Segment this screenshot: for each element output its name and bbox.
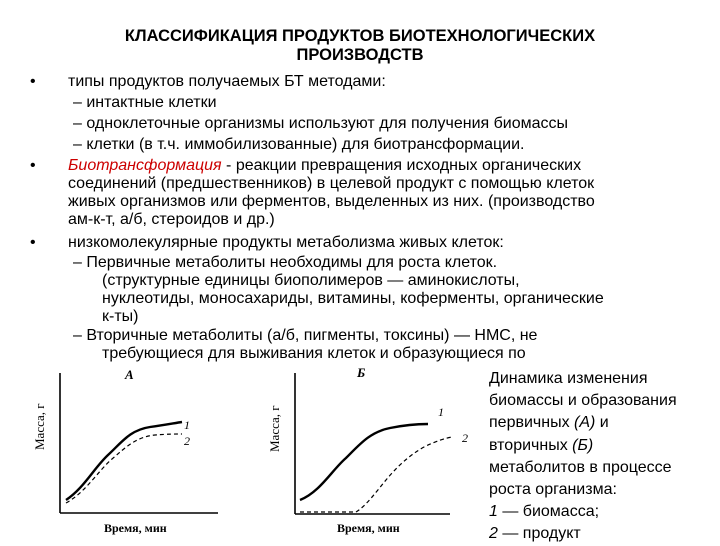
bullet-1-sub-2: – одноклеточные организмы используют для получения биомассы bbox=[73, 115, 569, 132]
biotransformation-term: Биотрансформация bbox=[68, 157, 222, 174]
bullet-3-sub-2b: требующиеся для выживания клеток и образующиеся по bbox=[102, 345, 526, 362]
caption-line-5: метаболитов в процессе bbox=[489, 458, 672, 476]
figure-caption bbox=[489, 368, 677, 546]
caption-line-6: роста организма: bbox=[489, 481, 617, 499]
bullet-1-sub-1: – интактные клетки bbox=[73, 94, 217, 111]
caption-text: 2 bbox=[489, 525, 498, 543]
bullet-3-head: низкомолекулярные продукты метаболизма живых клеток: bbox=[68, 234, 504, 251]
bullet-marker: • bbox=[30, 234, 36, 251]
figure-a-label: А bbox=[125, 367, 134, 382]
figure-b-xlabel: Время, мин bbox=[337, 521, 400, 535]
title-line-1: КЛАССИФИКАЦИЯ ПРОДУКТОВ БИОТЕХНОЛОГИЧЕСКИХ bbox=[124, 27, 596, 45]
figure-b-label: Б bbox=[357, 365, 366, 380]
bullet-3-sub-1b: (структурные единицы биополимеров — аминокислоты, bbox=[102, 272, 520, 289]
title-line-2: ПРОИЗВОДСТВ bbox=[296, 46, 424, 64]
bullet-3-sub-2a: – Вторичные метаболиты (а/б, пигменты, токсины) — НМС, не bbox=[73, 327, 538, 344]
bullet-marker: • bbox=[30, 73, 36, 90]
caption-text: — продукт bbox=[497, 525, 581, 543]
caption-text: (Б) bbox=[572, 436, 594, 454]
figure-b-curve-2 bbox=[300, 437, 452, 512]
figure-b-curve-2-label: 2 bbox=[462, 431, 468, 445]
bullet-1-head: типы продуктов получаемых БТ методами: bbox=[68, 73, 386, 90]
bullet-2-line-4: ам-к-т, а/б, стероидов и др.) bbox=[68, 211, 275, 228]
caption-text: — биомасса; bbox=[497, 503, 600, 521]
caption-line-8 bbox=[489, 523, 677, 545]
caption-text: 1 bbox=[489, 503, 498, 521]
figure-a-curve-1-label: 1 bbox=[184, 418, 190, 432]
bullet-3-sub-1a: – Первичные метаболиты необходимы для роста клеток. bbox=[73, 254, 498, 271]
caption-line-4 bbox=[489, 435, 677, 457]
caption-text: (А) bbox=[574, 414, 596, 432]
figure-a-curve-2-label: 2 bbox=[184, 434, 190, 448]
figure-b-curve-1-label: 1 bbox=[438, 405, 444, 419]
caption-line-3 bbox=[489, 412, 677, 434]
figure-b-ylabel: Масса, г bbox=[267, 405, 282, 452]
figure-a bbox=[32, 367, 218, 535]
bullet-marker: • bbox=[30, 157, 36, 174]
bullet-2-line-2: соединений (предшественников) в целевой продукт с помощью клеток bbox=[68, 175, 595, 192]
figure-b bbox=[267, 365, 468, 535]
bullet-3-sub-1d: к-ты) bbox=[102, 308, 139, 325]
caption-line-7 bbox=[489, 501, 677, 523]
bullet-2-rest: - реакции превращения исходных органических bbox=[221, 157, 582, 174]
figure-b-curve-1 bbox=[300, 424, 428, 500]
caption-text: и bbox=[595, 414, 609, 432]
caption-line-2: биомассы и образования bbox=[489, 392, 677, 410]
caption-text: вторичных bbox=[489, 436, 573, 454]
figure-a-ylabel: Масса, г bbox=[32, 403, 47, 450]
bullet-3-sub-1c: нуклеотиды, моносахариды, витамины, коферменты, органические bbox=[102, 290, 604, 307]
bullet-2-line-3: живых организмов или ферментов, выделенных из них. (производство bbox=[68, 193, 595, 210]
figure-a-curve-2 bbox=[66, 434, 182, 503]
caption-line-1: Динамика изменения bbox=[489, 370, 648, 387]
figure-a-xlabel: Время, мин bbox=[104, 521, 167, 535]
caption-text: первичных bbox=[489, 414, 575, 432]
figure-a-curve-1 bbox=[66, 422, 182, 500]
bullet-1-sub-3: – клетки (в т.ч. иммобилизованные) для биотрансформации. bbox=[73, 136, 525, 153]
